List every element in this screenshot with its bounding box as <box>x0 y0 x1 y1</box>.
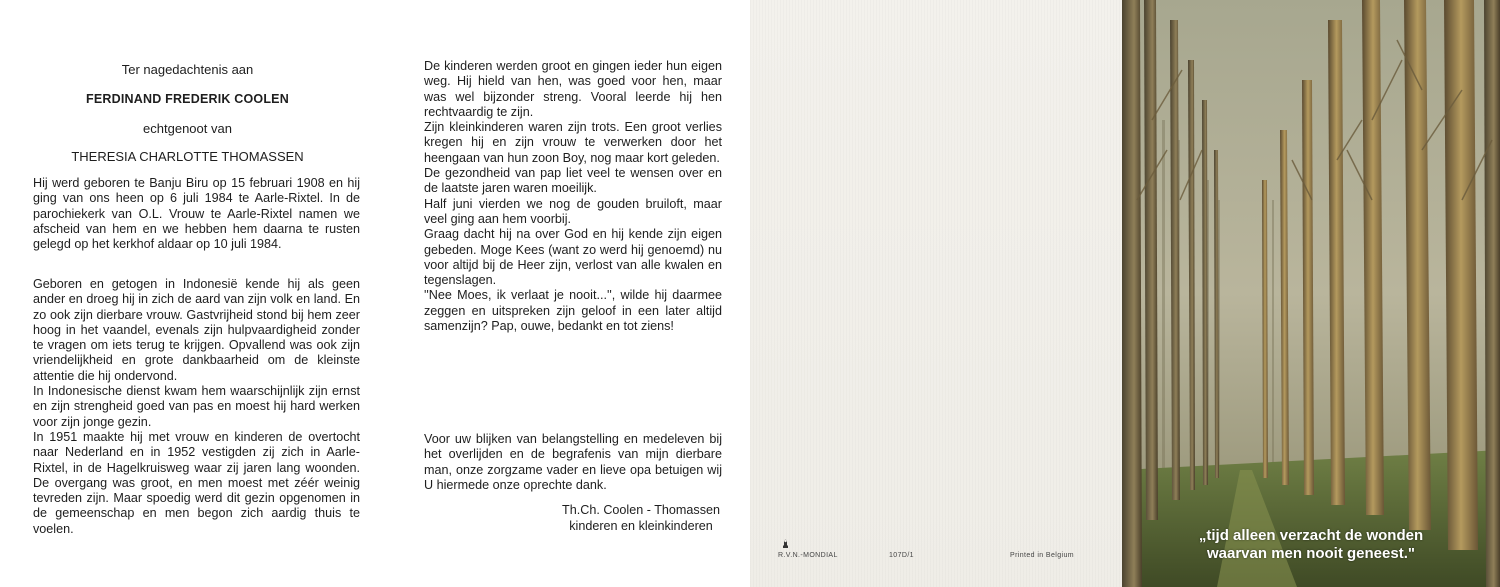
quote-line: „tijd alleen verzacht de wonden <box>1198 527 1424 544</box>
signature <box>562 503 720 534</box>
memorial-paragraph: ''Nee Moes, ik verlaat je nooit...'', wilde hij daarmee zeggen en uitspreken zijn geloof in een later altijd samenzijn? Pap, ouwe, bedankt en tot ziens! <box>424 288 722 334</box>
biography-paragraph: In Indonesische dienst kwam hem waarschijnlijk zijn ernst en zijn strengheid goed van pas en moest hij hard werken voor zijn jonge gezin. <box>33 384 360 429</box>
signature-line: Th.Ch. Coolen - Thomassen <box>562 503 720 517</box>
tree-lane-photo <box>1122 0 1500 587</box>
middle-panel <box>375 0 750 587</box>
memorial-paragraph: De kinderen werden groot en gingen ieder hun eigen weg. Hij hield van hen, was goed voor hen, maar was wel bijzonder streng. Vooral leerde hij hen rechtvaardig te zijn. <box>424 59 722 119</box>
relation-text: echtgenoot van <box>143 121 232 136</box>
memorial-text <box>424 59 722 334</box>
memorial-paragraph: Graag dacht hij na over God en hij kende zijn eigen gebeden. Moge Kees (want zo werd hij genoemd) nu voor altijd bij de Heer zijn, verlost van alle kwalen en tegenslagen. <box>424 227 722 288</box>
publisher-text: R.V.N.-MONDIAL <box>778 552 838 559</box>
publisher-logo-icon <box>781 538 790 549</box>
spouse-name: THERESIA CHARLOTTE THOMASSEN <box>71 149 304 164</box>
biography-paragraph: Geboren en getogen in Indonesië kende hij als geen ander en droeg hij in zich de aard van zijn volk en land. En zo ook zijn dierbare vrouw. Gastvrijheid stond bij hem zeer hoog in het vaandel, evenals zijn hulpvaardigheid zonder te vragen om iets terug te krijgen. Opvallend was ook zijn vriendelijkheid en grote dankbaarheid om de kleinste attentie die hij ondervond. <box>33 277 360 383</box>
left-panel <box>0 0 375 587</box>
printed-in-text: Printed in Belgium <box>1010 552 1075 559</box>
deceased-name: FERDINAND FREDERIK COOLEN <box>86 92 289 106</box>
thanks-text <box>424 432 722 493</box>
thanks-paragraph: Voor uw blijken van belangstelling en medeleven bij het overlijden en de begrafenis van mijn dierbare man, onze zorgzame vader en lieve opa betuigen wij U hiermede onze oprechte dank. <box>424 432 722 492</box>
memorial-paragraph: De gezondheid van pap liet veel te wensen over en de laatste jaren waren moeilijk. <box>424 166 722 196</box>
biography-part1 <box>33 176 360 252</box>
back-panel <box>750 0 1122 587</box>
biography-part2 <box>33 277 360 537</box>
biography-paragraph: In 1951 maakte hij met vrouw en kinderen de overtocht naar Nederland en in 1952 vestigden zij zich in Aarle-Rixtel, in de Hagelkruisweg waar zij jaren lang woonden. De overgang was groot, en men moest met zéér weinig tevreden zijn. Maar spoedig werd dit gezin opgenomen in de gemeenschap en men begon zich aardig thuis te voelen. <box>33 429 360 536</box>
memorial-paragraph: Zijn kleinkinderen waren zijn trots. Een groot verlies kregen hij en zijn vrouw te verwerken door het heengaan van hun zoon Boy, nog maar kort geleden. <box>424 120 722 165</box>
quote-line: waarvan men nooit geneest." <box>1206 545 1415 562</box>
signature-line: kinderen en kleinkinderen <box>569 518 713 533</box>
biography-paragraph: Hij werd geboren te Banju Biru op 15 februari 1908 en hij ging van ons heen op 6 juli 1984 te Aarle-Rixtel. In de parochiekerk van O.L. Vrouw te Aarle-Rixtel namen we afscheid van hem en we hebben hem daarna te rusten gelegd op het kerkhof aldaar op 10 juli 1984. <box>33 176 360 252</box>
quote <box>1122 527 1500 563</box>
card-code: 107D/1 <box>889 552 914 559</box>
photo-panel <box>1122 0 1500 587</box>
intro-text: Ter nagedachtenis aan <box>121 62 254 77</box>
memorial-paragraph: Half juni vierden we nog de gouden bruiloft, maar veel ging aan hem voorbij. <box>424 196 722 226</box>
